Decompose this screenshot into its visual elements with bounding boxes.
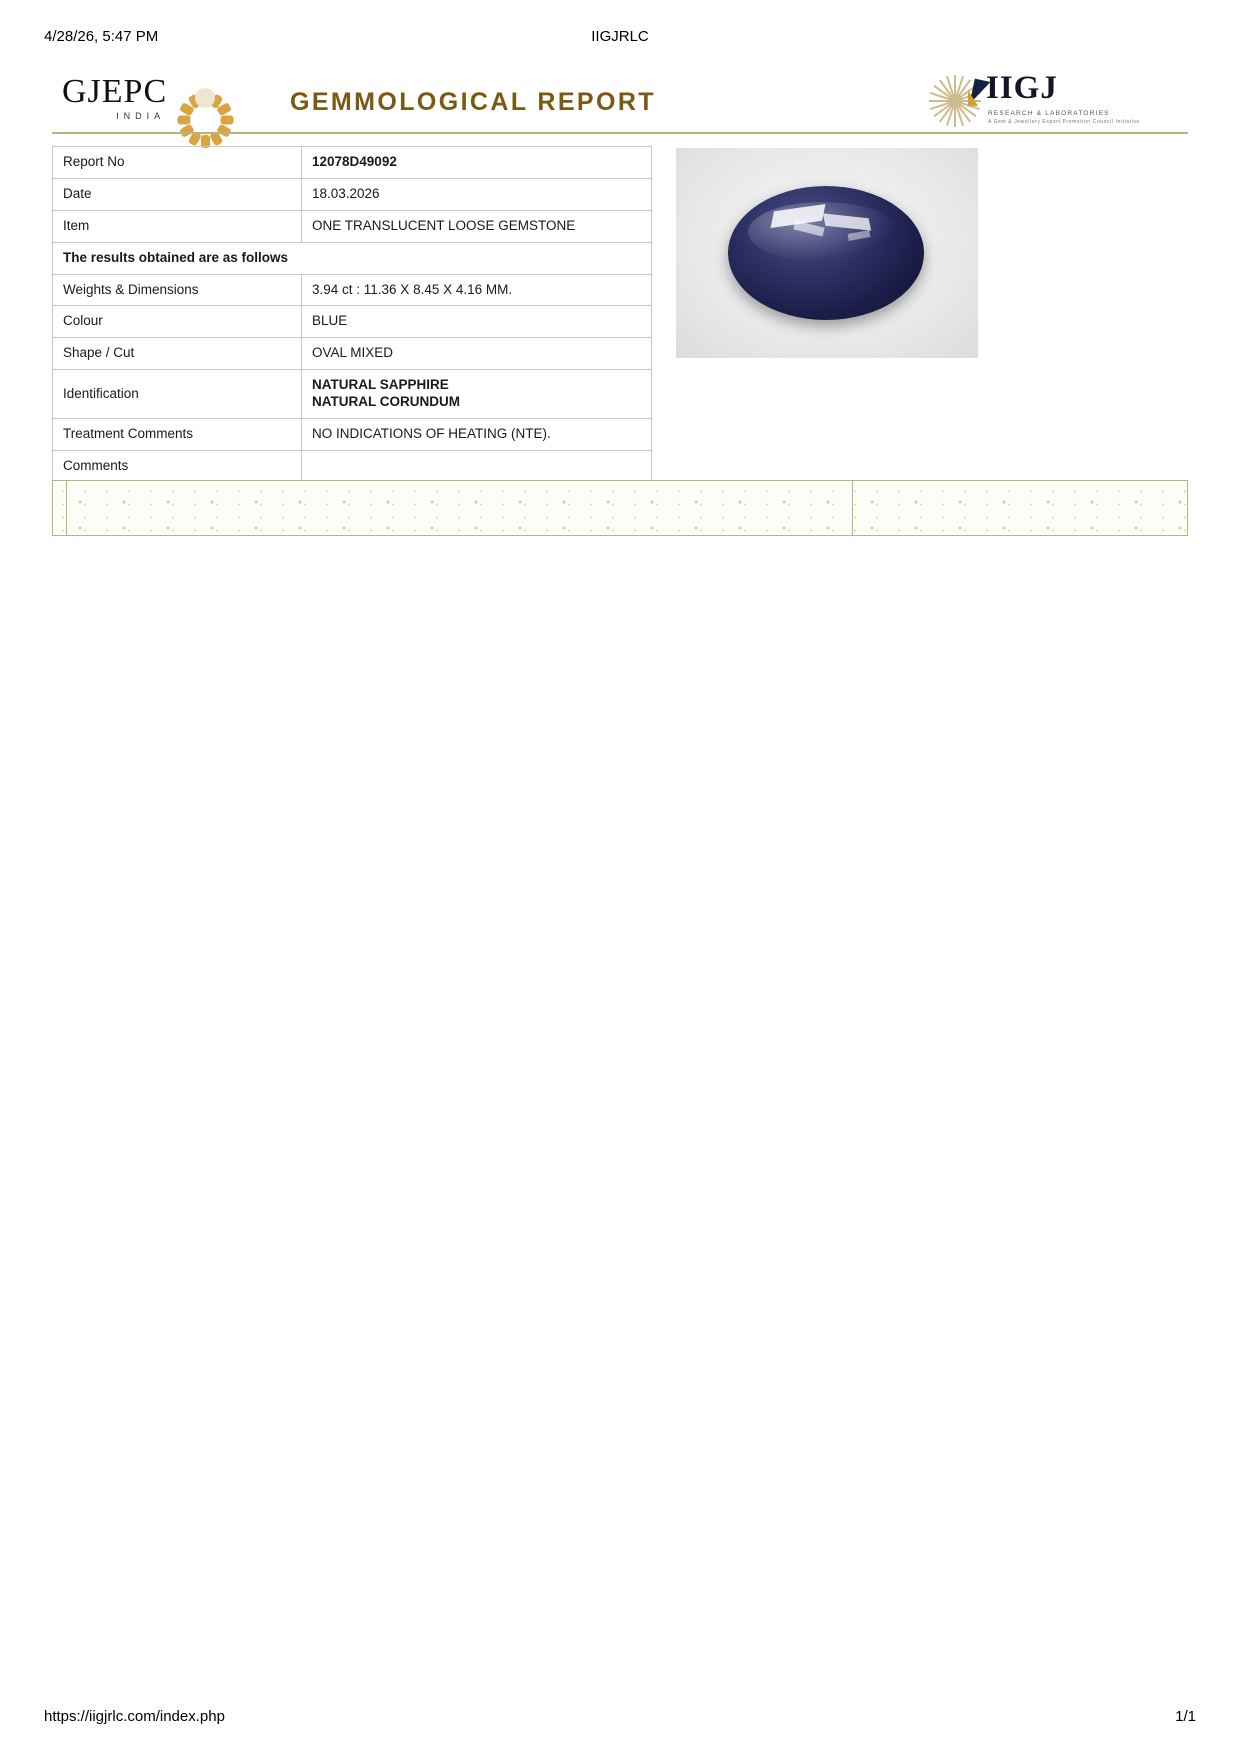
row-value-identification <box>302 370 652 419</box>
identification-line-2: NATURAL CORUNDUM <box>312 394 460 409</box>
row-value: 12078D49092 <box>302 147 652 179</box>
row-value: ONE TRANSLUCENT LOOSE GEMSTONE <box>302 210 652 242</box>
table-row <box>53 178 652 210</box>
row-label: Weights & Dimensions <box>53 274 302 306</box>
print-datetime: 4/28/26, 5:47 PM <box>44 28 159 45</box>
row-label: Item <box>53 210 302 242</box>
report-body <box>52 146 1188 476</box>
gjepc-wordmark: GJEPC <box>62 73 168 110</box>
iigj-subtext: RESEARCH & LABORATORIES <box>988 110 1110 117</box>
gjepc-sunburst-icon <box>177 70 233 126</box>
security-pattern-strip <box>52 480 1188 536</box>
gemmological-report-sheet <box>52 62 1188 536</box>
table-row <box>53 418 652 450</box>
iigj-wordmark: IIGJ <box>986 70 1058 106</box>
row-label: Treatment Comments <box>53 418 302 450</box>
table-row <box>53 370 652 419</box>
row-label: Identification <box>53 370 302 419</box>
report-details-table <box>52 146 652 483</box>
row-value: BLUE <box>302 306 652 338</box>
iigj-logo <box>928 68 1140 130</box>
row-value: OVAL MIXED <box>302 338 652 370</box>
strip-divider <box>66 481 67 535</box>
gjepc-logo <box>62 70 233 126</box>
results-banner: The results obtained are as follows <box>53 242 652 274</box>
print-url: https://iigjrlc.com/index.php <box>44 1708 225 1725</box>
iigj-subtext-secondary: A Gem & Jewellery Export Promotion Council Initiative <box>988 119 1140 125</box>
gemstone-image <box>728 186 924 320</box>
row-value: 18.03.2026 <box>302 178 652 210</box>
row-value <box>302 450 652 482</box>
table-row <box>53 306 652 338</box>
row-label: Comments <box>53 450 302 482</box>
print-page-number: 1/1 <box>1175 1708 1196 1725</box>
row-value: 3.94 ct : 11.36 X 8.45 X 4.16 MM. <box>302 274 652 306</box>
table-row-results-banner <box>53 242 652 274</box>
iigj-accent-icon <box>968 90 978 106</box>
table-row <box>53 147 652 179</box>
row-label: Colour <box>53 306 302 338</box>
identification-line-1: NATURAL SAPPHIRE <box>312 377 449 393</box>
header-divider <box>52 132 1188 134</box>
row-value: NO INDICATIONS OF HEATING (NTE). <box>302 418 652 450</box>
guilloche-pattern <box>52 481 1188 535</box>
strip-divider <box>1187 481 1188 535</box>
table-row <box>53 210 652 242</box>
row-label: Date <box>53 178 302 210</box>
print-header <box>0 28 1240 46</box>
gjepc-subtext: INDIA <box>116 111 166 121</box>
table-row <box>53 274 652 306</box>
row-label: Report No <box>53 147 302 179</box>
strip-divider <box>52 481 53 535</box>
print-footer <box>0 1708 1240 1726</box>
row-label: Shape / Cut <box>53 338 302 370</box>
table-row <box>53 450 652 482</box>
page-title: GEMMOLOGICAL REPORT <box>290 88 656 116</box>
strip-divider <box>852 481 853 535</box>
gemstone-photo <box>676 148 978 358</box>
table-row <box>53 338 652 370</box>
print-page-title: IIGJRLC <box>591 28 649 45</box>
report-header <box>52 62 1188 134</box>
